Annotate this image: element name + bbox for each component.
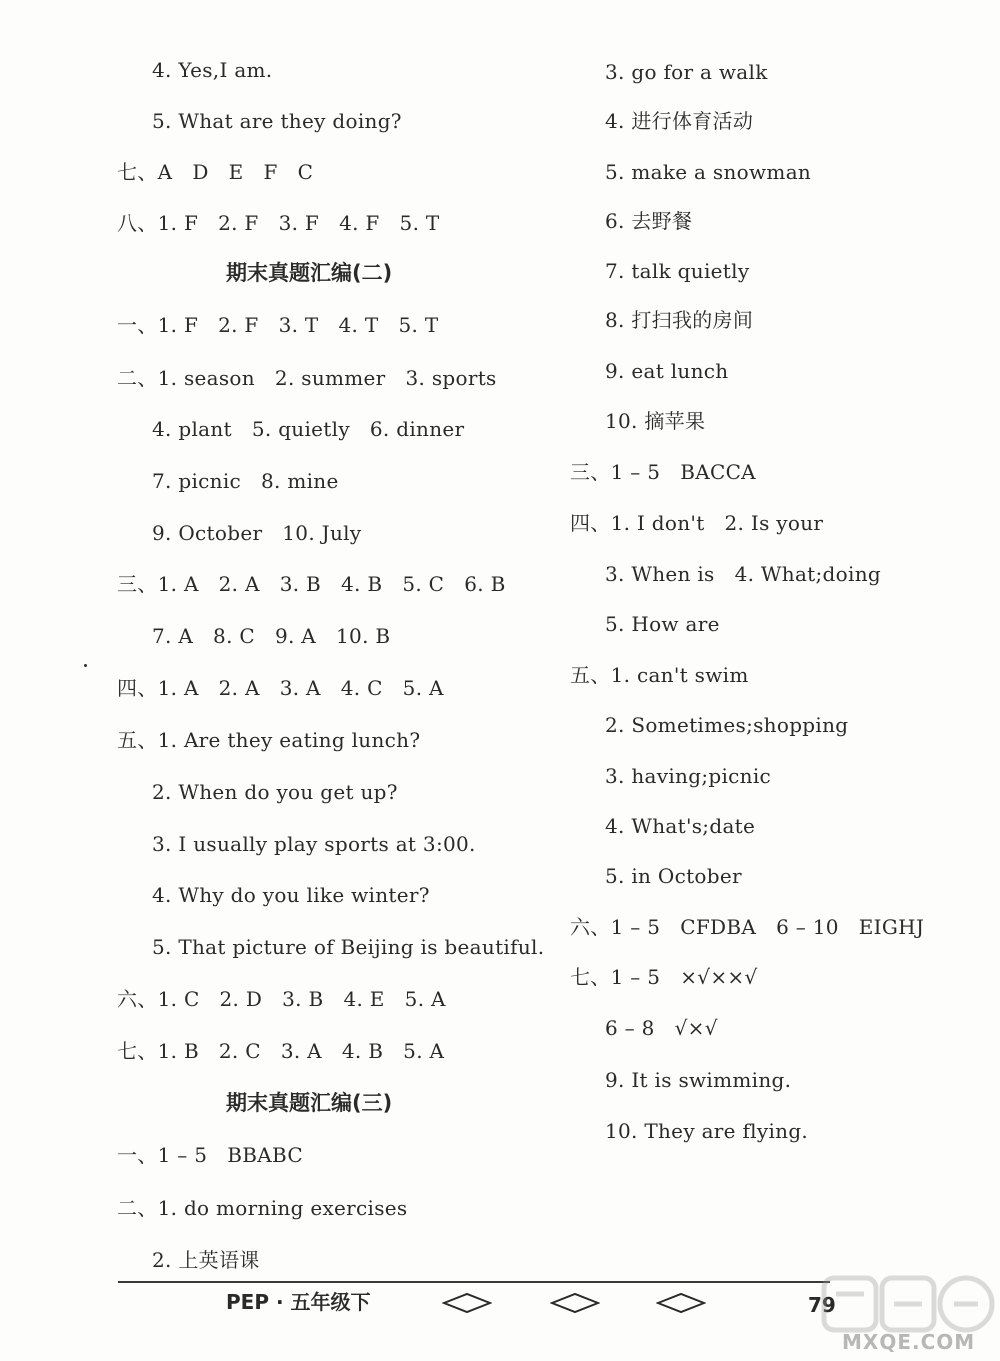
right-line-10: 四、1. I don't 2. Is your (570, 511, 824, 535)
right-line-16: 4. What's;date (605, 814, 756, 838)
right-line-6: 8. 打扫我的房间 (605, 308, 754, 332)
right-line-19: 七、1 – 5 ×√××√ (570, 965, 758, 989)
diamond-ornament-2-icon (550, 1292, 600, 1314)
right-line-3: 5. make a snowman (605, 160, 812, 184)
left-line-15: 3. I usually play sports at 3:00. (152, 832, 476, 856)
diamond-ornament-1-icon (442, 1292, 492, 1314)
right-line-13: 五、1. can't swim (570, 663, 749, 687)
right-line-12: 5. How are (605, 612, 720, 636)
right-line-7: 9. eat lunch (605, 359, 729, 383)
left-line-17: 5. That picture of Beijing is beautiful. (152, 935, 545, 959)
right-line-15: 3. having;picnic (605, 764, 772, 788)
right-line-22: 10. They are flying. (605, 1119, 809, 1143)
right-line-5: 7. talk quietly (605, 259, 750, 283)
footer-label: PEP · 五年级下 (226, 1290, 371, 1314)
right-line-9: 三、1 – 5 BACCA (570, 460, 756, 484)
stray-dot (84, 664, 87, 667)
section-heading-3: 期末真题汇编(三) (226, 1091, 393, 1115)
left-line-8: 7. picnic 8. mine (152, 469, 339, 493)
footer-rule (118, 1281, 830, 1283)
left-line-20: 一、1 – 5 BBABC (117, 1143, 303, 1167)
page-number: 79 (808, 1293, 836, 1317)
left-line-18: 六、1. C 2. D 3. B 4. E 5. A (117, 987, 446, 1011)
right-line-20: 6 – 8 √×√ (605, 1016, 718, 1040)
left-line-11: 7. A 8. C 9. A 10. B (152, 624, 391, 648)
watermark-text: MXQE.COM (842, 1330, 976, 1354)
left-line-6: 二、1. season 2. summer 3. sports (117, 366, 497, 390)
left-line-16: 4. Why do you like winter? (152, 883, 430, 907)
left-line-9: 9. October 10. July (152, 521, 362, 545)
right-line-21: 9. It is swimming. (605, 1068, 792, 1092)
right-line-2: 4. 进行体育活动 (605, 109, 754, 133)
right-line-1: 3. go for a walk (605, 60, 768, 84)
left-line-19: 七、1. B 2. C 3. A 4. B 5. A (117, 1039, 445, 1063)
left-line-7: 4. plant 5. quietly 6. dinner (152, 417, 465, 441)
left-line-21: 二、1. do morning exercises (117, 1196, 408, 1220)
section-heading-2: 期末真题汇编(二) (226, 261, 393, 285)
right-line-8: 10. 摘苹果 (605, 409, 706, 433)
left-line-13: 五、1. Are they eating lunch? (117, 728, 421, 752)
right-line-17: 5. in October (605, 864, 742, 888)
right-line-18: 六、1 – 5 CFDBA 6 – 10 EIGHJ (570, 915, 925, 939)
right-line-11: 3. When is 4. What;doing (605, 562, 881, 586)
left-line-10: 三、1. A 2. A 3. B 4. B 5. C 6. B (117, 572, 506, 596)
left-line-3: 七、A D E F C (117, 160, 314, 184)
left-line-14: 2. When do you get up? (152, 780, 398, 804)
left-line-2: 5. What are they doing? (152, 109, 402, 133)
right-line-14: 2. Sometimes;shopping (605, 713, 849, 737)
diamond-ornament-3-icon (656, 1292, 706, 1314)
left-line-4: 八、1. F 2. F 3. F 4. F 5. T (117, 211, 440, 235)
left-line-22: 2. 上英语课 (152, 1248, 260, 1272)
left-line-12: 四、1. A 2. A 3. A 4. C 5. A (117, 676, 444, 700)
left-line-1: 4. Yes,I am. (152, 58, 273, 82)
right-line-4: 6. 去野餐 (605, 209, 693, 233)
left-line-5: 一、1. F 2. F 3. T 4. T 5. T (117, 313, 439, 337)
